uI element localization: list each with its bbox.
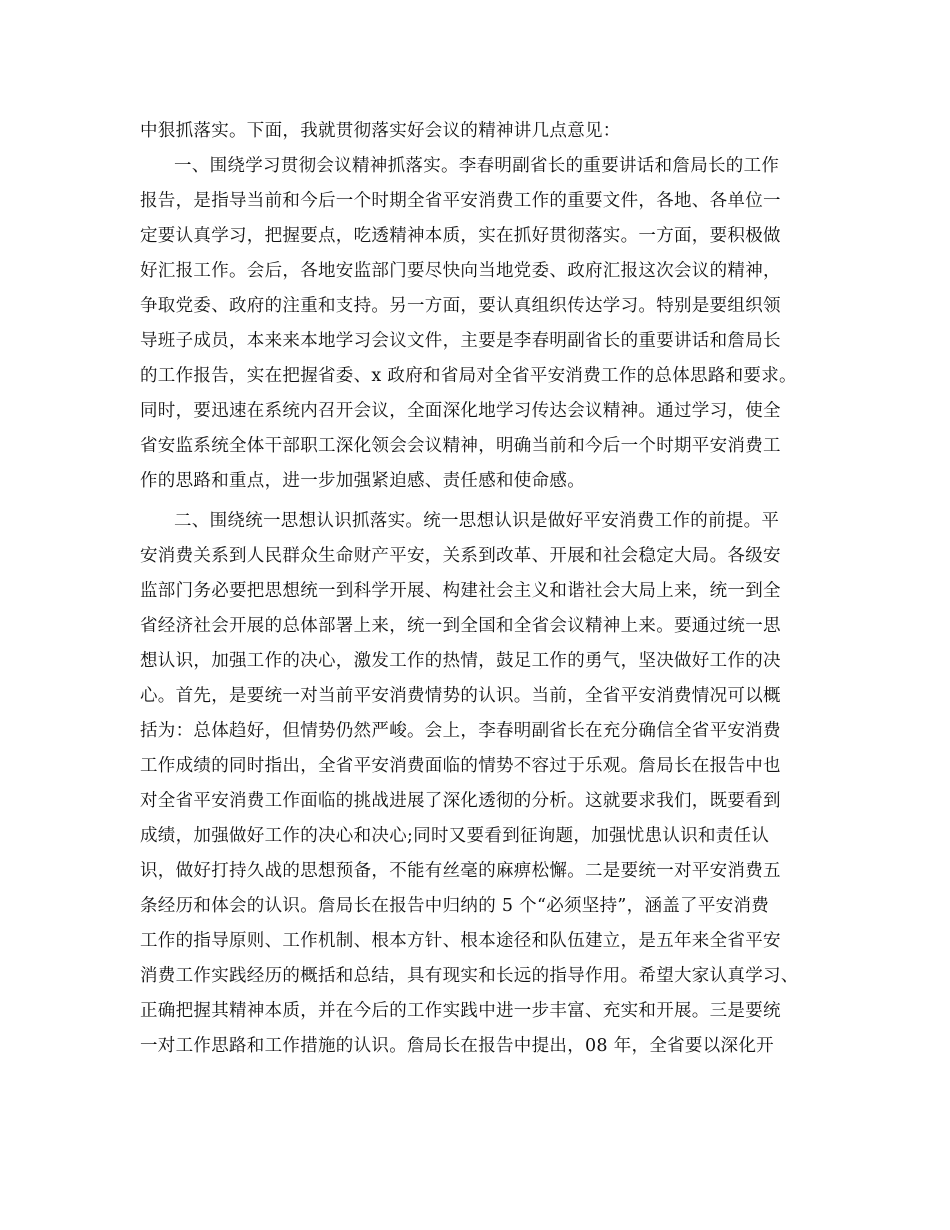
text-line: 中狠抓落实。下面，我就贯彻落实好会议的精神讲几点意见：	[140, 121, 621, 141]
text-line: 成绩，加强做好工作的决心和决心;同时又要看到征询题，加强忧患认识和责任认	[140, 826, 770, 846]
text-line: 条经历和体会的认识。詹局长在报告中归纳的 5 个“必须坚持”，涵盖了平安消费	[140, 896, 770, 916]
text-line: 想认识，加强工作的决心，激发工作的热情，鼓足工作的勇气，坚决做好工作的决	[140, 651, 781, 671]
text-line: 同时，要迅速在系统内召开会议，全面深化地学习传达会议精神。通过学习，使全	[140, 401, 781, 421]
text-line: 括为：总体趋好，但情势仍然严峻。会上，李春明副省长在充分确信全省平安消费	[140, 721, 781, 741]
text-line: 导班子成员，本来来本地学习会议文件，主要是李春明副省长的重要讲话和詹局长	[140, 331, 781, 351]
text-line: 对全省平安消费工作面临的挑战进展了深化透彻的分析。这就要求我们，既要看到	[140, 791, 781, 811]
text-line: 识，做好打持久战的思想预备，不能有丝毫的麻痹松懈。二是要统一对平安消费五	[140, 861, 781, 881]
text-line: 一对工作思路和工作措施的认识。詹局长在报告中提出，08 年，全省要以深化开	[140, 1036, 774, 1056]
text-line: 作的思路和重点，进一步加强紧迫感、责任感和使命感。	[140, 471, 585, 491]
text-line: 正确把握其精神本质，并在今后的工作实践中进一步丰富、充实和开展。三是要统	[140, 1001, 781, 1021]
text-line: 工作的指导原则、工作机制、根本方针、根本途径和队伍建立，是五年来全省平安	[140, 931, 781, 951]
paragraph-1-first-line: 一、围绕学习贯彻会议精神抓落实。李春明副省长的重要讲话和詹局长的工作	[174, 156, 780, 176]
paragraph-2-first-line: 二、围绕统一思想认识抓落实。统一思想认识是做好平安消费工作的前提。平	[174, 511, 780, 531]
text-line: 好汇报工作。会后，各地安监部门要尽快向当地党委、政府汇报这次会议的精神，	[140, 261, 781, 281]
text-line: 消费工作实践经历的概括和总结，具有现实和长远的指导作用。希望大家认真学习、	[140, 966, 799, 986]
text-line: 监部门务必要把思想统一到科学开展、构建社会主义和谐社会大局上来，统一到全	[140, 581, 781, 601]
text-line: 省经济社会开展的总体部署上来，统一到全国和全省会议精神上来。要通过统一思	[140, 616, 781, 636]
text-line: 工作成绩的同时指出，全省平安消费面临的情势不容过于乐观。詹局长在报告中也	[140, 756, 781, 776]
text-line: 省安监系统全体干部职工深化领会会议精神，明确当前和今后一个时期平安消费工	[140, 436, 781, 456]
text-line: 定要认真学习，把握要点，吃透精神本质，实在抓好贯彻落实。一方面，要积极做	[140, 226, 781, 246]
text-line: 争取党委、政府的注重和支持。另一方面，要认真组织传达学习。特别是要组织领	[140, 296, 781, 316]
text-line: 心。首先，是要统一对当前平安消费情势的认识。当前，全省平安消费情况可以概	[140, 686, 781, 706]
text-line: 的工作报告，实在把握省委、x 政府和省局对全省平安消费工作的总体思路和要求。	[140, 366, 797, 386]
text-line: 安消费关系到人民群众生命财产平安，关系到改革、开展和社会稳定大局。各级安	[140, 546, 781, 566]
text-line: 报告，是指导当前和今后一个时期全省平安消费工作的重要文件，各地、各单位一	[140, 191, 781, 211]
